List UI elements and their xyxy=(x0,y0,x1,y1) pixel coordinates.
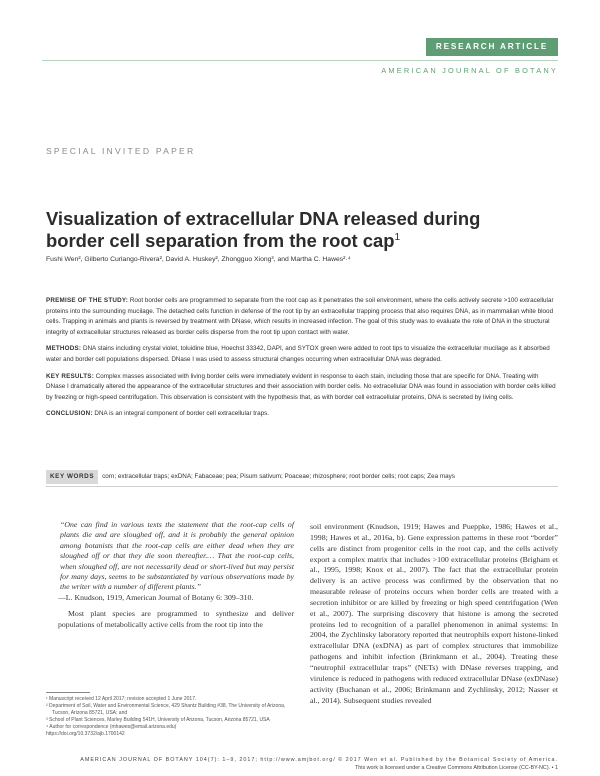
right-column xyxy=(310,522,558,706)
footnotes xyxy=(46,696,294,738)
abstract xyxy=(46,296,558,426)
title-line-1: Visualization of extracellular DNA released during xyxy=(46,208,481,229)
title-footnote-mark: 1 xyxy=(394,231,401,243)
key-results-label: KEY RESULTS: xyxy=(46,372,94,380)
footnote-manuscript: ¹ Manuscript received 12 April 2017; revision accepted 1 June 2017. xyxy=(46,696,197,702)
conclusion-text: DNA is an integral component of border cell extracellular traps. xyxy=(94,410,270,418)
abstract-premise xyxy=(46,296,558,338)
doi-link[interactable]: https://doi.org/10.3732/ajb.1700142 xyxy=(46,731,125,737)
title-line-2-text: border cell separation from the root cap xyxy=(46,230,395,251)
premise-label: PREMISE OF THE STUDY: xyxy=(46,297,129,304)
page-footer xyxy=(80,756,558,772)
journal-name: AMERICAN JOURNAL OF BOTANY xyxy=(381,66,558,75)
header-rule xyxy=(42,60,558,61)
keywords-label: KEY WORDS xyxy=(46,470,98,484)
intro-paragraph-continued: soil environment (Knudson, 1919; Hawes and Pueppke, 1986; Hawes et al., 1998; Hawes et al., 2016a, b). Gene expression patterns in these root “border” cells are distinct from progenitor cells in the root cap, and the cells actively export a complex matrix that includes >100 extracellular proteins (Brigham et al., 1995, 1998; Knox et al., 2007). The fact that the extracellular protein delivery is an active process was confirmed by the observation that no measurable release of proteins occurs when border cells are treated with a secretion inhibitor or are killed by freezing or high speed centrifugation (Wen et al., 2007). The surprising discovery that histone is among the secreted proteins led to recognition of a parallel phenomenon in animal systems: In 2004, the Zychlinsky laboratory reported that neutrophils export histone-linked extracellular DNA (exDNA) as part of complex structures that immobilize pathogens and inhibit infection (Brinkmann et al., 2004). Treating these “neutrophil extracellular traps” (NETs) with DNase reverses trapping, and virulence is reduced in pathogens with reduced extracellular DNase (exDNase) activity (Buchanan et al., 2006; Brinkmann and Zychlinsky, 2012; Nasser et al., 2014). Subsequent studies revealed xyxy=(310,522,558,705)
footnote-affiliation-1: ² Department of Soil, Water and Environmental Science, 429 Shantz Building #38, The University of Arizona, Tucson, Arizona 85721, USA; and xyxy=(46,703,286,716)
premise-text: Root border cells are programmed to separate from the root cap as it penetrates the soil environment, where the cells actively secrete >100 extracellular proteins into the surrounding mucilage. The detached cells function in defense of the root tip by an extracellular trapping process that also requires DNA, as in mammalian white blood cells. Trapping in animals and plants is reversed by treatment with DNase, which results in increased infection. The goal of this study was to evaluate the role of DNA in the structural integrity of extracellular structures released as border cells disperse from the root tip upon contact with water. xyxy=(46,297,554,336)
methods-label: METHODS: xyxy=(46,345,82,353)
article-title xyxy=(46,208,526,252)
footnote-divider xyxy=(46,692,90,693)
footnote-correspondence: ⁴ Author for correspondence (mhawes@email.arizona.edu) xyxy=(46,724,177,730)
left-column xyxy=(58,520,294,630)
keywords-text: corn; extracellular traps; exDNA; Fabaceae; pea; Pisum sativum; Poaceae; rhizosphere; root border cells; root caps; Zea mays xyxy=(102,473,455,480)
abstract-key-results xyxy=(46,372,558,404)
epigraph-citation: —L. Knudson, 1919, American Journal of Botany 6: 309–310. xyxy=(58,592,254,602)
abstract-methods xyxy=(46,344,558,365)
section-label: SPECIAL INVITED PAPER xyxy=(46,146,196,156)
title-line-2 xyxy=(46,230,526,252)
footer-citation: AMERICAN JOURNAL OF BOTANY 104(7): 1–9, 2017; http://www.amjbot.org/ © 2017 Wen et al. Published by the Botanical Society of America. xyxy=(80,757,558,763)
author-list: Fushi Wen², Gilberto Curlango-Rivera², David A. Huskey², Zhongguo Xiong³, and Martha C. Hawes²·⁴ xyxy=(46,256,351,263)
footnote-affiliation-2: ³ School of Plant Sciences, Marley Building 541H, University of Arizona, Tucson, Arizona 85721, USA xyxy=(46,717,270,723)
epigraph-quote: “One can find in various texts the statement that the root-cap cells of plants die and are sloughed off, and it is probably the general opinion among botanists that the root-cap cells are either dead when they are sloughed off or that they die soon thereafter.… That the root-cap cells, when sloughed off, are not necessarily dead or short-lived but may persist for many days, seems to be substantiated by various observations made by the writer with a number of different plants.” xyxy=(60,520,294,592)
keywords-divider xyxy=(46,486,558,487)
article-type-badge: RESEARCH ARTICLE xyxy=(426,38,558,56)
footer-license: This work is licensed under a Creative Commons Attribution License (CC-BY-NC). • 1 xyxy=(354,765,558,771)
key-results-text: Complex masses associated with living border cells were immediately evident in response to each stain, including those that are specific for DNA. Treating with DNase I dramatically altered the appearance of the extracellular structures and their association with border cells. No extracellular DNA was found in association with border cells killed by freezing or high-speed centrifugation. This observation is consistent with the hypothesis that, as with border cell extracellular proteins, DNA is secreted by living cells. xyxy=(46,372,556,401)
keywords xyxy=(46,470,558,484)
intro-paragraph: Most plant species are programmed to synthesize and deliver populations of metabolically active cells from the root tip into the xyxy=(58,609,294,629)
methods-text: DNA stains including crystal violet, toluidine blue, Hoechst 33342, DAPI, and SYTOX green were added to root tips to visualize the extracellular mucilage as it absorbed water and border cell populations dispersed. DNase I was used to assess structural changes occurring when extracellular DNA was degraded. xyxy=(46,345,550,363)
conclusion-label: CONCLUSION: xyxy=(46,410,93,418)
abstract-conclusion xyxy=(46,409,558,420)
